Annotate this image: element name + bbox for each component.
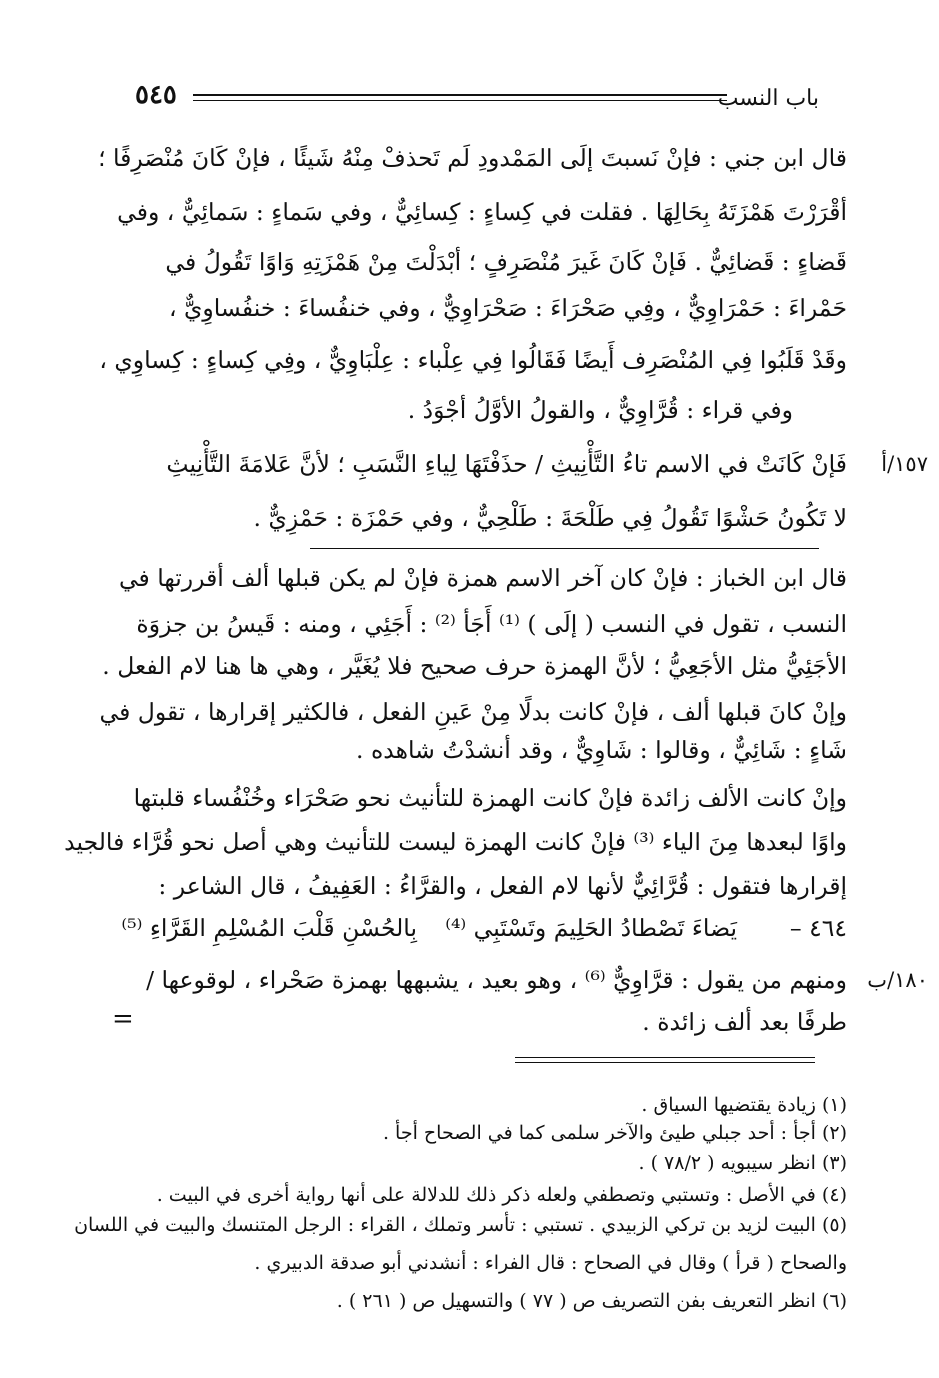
- text-line: واوًا لبعدها مِنَ الياء ⁽³⁾ فإنْ كانت الهمزة ليست للتأنيث وهي أصل نحو قُرَّاء فالجيد: [64, 828, 847, 856]
- footnote: (١) زيادة يقتضيها السياق .: [641, 1094, 847, 1116]
- footnote: والصحاح ( قرأ ) وقال في الصحاح : قال الفراء : أنشدني أبو صدقة الدبيري .: [254, 1252, 847, 1274]
- verse-first-hemistich: يَضاءَ تَصْطادُ الحَلِيمَ وتَسْتَبِي ⁽⁴⁾: [445, 914, 737, 942]
- text-line: الأجَئِيُّ مثل الأجَعِيُّ ؛ لأنَّ الهمزة حرف صحيح فلا يُغَيَّر ، وهي ها هنا لام الفعل .: [102, 652, 847, 680]
- running-header: [135, 80, 819, 116]
- text-line: قال ابن الخباز : فإنْ كان آخر الاسم همزة فإنْ لم يكن قبلها ألف أقررتها في: [118, 564, 847, 592]
- text-line: قَضاءٍ : قَضائِيٌّ . فَإنْ كَانَ غَيرَ مُنْصَرِفٍ ؛ أبْدَلْتَ مِنْ هَمْزَتِهِ وَاوًا تَقُولُ في: [165, 248, 847, 276]
- text-line: وفي قراء : قُرَّاوِيٌّ ، والقولُ الأوَّلُ أجْوَدُ .: [407, 396, 793, 424]
- text-line: فَإنْ كَانَتْ في الاسم تاءُ التَّأْنِيثِ / حذَفْتَهَا لِياءِ النَّسَبِ ؛ لأنَّ عَلامَةَ التَّأْنِيثِ: [166, 450, 847, 478]
- verse-number: ٤٦٤ –: [789, 914, 847, 942]
- text-line: قال ابن جني : فإنْ نَسبتَ إلَى المَمْدودِ لَم تَحذفْ مِنْهُ شَيئًا ، فإنْ كَانَ مُنْصَرِفًا ؛: [98, 144, 847, 172]
- text-line: وإنْ كانَ قبلها ألف ، فإنْ كانت بدلًا مِنْ عَينِ الفعل ، فالكثير إقرارها ، تقول في: [99, 698, 847, 726]
- footnote: (٢) أجأ : أحد جبلي طيئ والآخر سلمى كما في الصحاح أجأ .: [382, 1122, 847, 1144]
- folio-margin-note: ١٨٠/ب: [867, 968, 928, 992]
- text-line: حَمْراءَ : حَمْرَاوِيٌّ ، وفِي صَحْرَاءَ : صَحْرَاوِيٌّ ، وفي خنفُساءَ : خنفُساوِيٌّ ،: [168, 294, 847, 322]
- poetry-verse: [121, 910, 847, 946]
- footnote: (٤) في الأصل : وتستبي وتصطفي ولعله ذكر ذلك للدلالة على أنها رواية أخرى في البيت .: [156, 1184, 847, 1206]
- text-line: ومنهم من يقول : قرَّاوِيٌّ ⁽⁶⁾ ، وهو بعيد ، يشبهها بهمزة صَحْراء ، لوقوعها /: [146, 966, 847, 994]
- text-line: وإنْ كانت الألف زائدة فإنْ كانت الهمزة للتأنيث نحو صَحْرَاء وخُنْفُساء قلبتها: [133, 784, 847, 812]
- header-rule: [193, 94, 727, 101]
- verse-second-hemistich: بِالحُسْنِ قَلْبَ المُسْلِمِ القَرَّاءِ ⁽⁵⁾: [121, 914, 417, 942]
- text-line: لا تَكُونُ حَشْوًا تَقُولُ فِي طَلْحَةَ : طَلْحِيٌّ ، وفي حَمْزَة : حَمْزِيٌّ .: [253, 504, 847, 532]
- text-line: طرفًا بعد ألف زائدة .: [642, 1008, 847, 1036]
- continuation-mark: =: [112, 1004, 134, 1034]
- folio-margin-note: ١٥٧/أ: [881, 452, 928, 476]
- footnote-separator: [515, 1057, 815, 1063]
- text-line: وقَدْ قَلَبُوا فِي المُنْصَرِف أَيضًا فَقَالُوا فِي عِلْباء : عِلْبَاوِيٌّ ، وفِي كِساءٍ : كِساوِي ،: [99, 346, 847, 374]
- text-line: النسب ، تقول في النسب ( إلَى ) ⁽¹⁾ أَجَأ ⁽²⁾ : أَجَئِي ، ومنه : قَيسُ بن جزوَة: [136, 610, 847, 638]
- chapter-title: باب النسب: [717, 86, 819, 111]
- text-line: إقرارها فتقول : قُرَّائِيٌّ لأنها لام الفعل ، والقرَّاءُ : العَفِيفُ ، قال الشاعر :: [158, 872, 847, 900]
- footnote: (٣) انظر سيبويه ( ٧٨/٢ ) .: [638, 1152, 847, 1174]
- text-line: شَاءٍ : شَائِيٌّ ، وقالوا : شَاوِيٌّ ، وقد أنشدْتُ شاهده .: [356, 736, 847, 764]
- footnote: (٥) البيت لزيد بن تركي الزبيدي . تستبي : تأسر وتملك ، القراء : الرجل المتنسك والبيت في اللسان: [74, 1214, 847, 1236]
- section-divider: [310, 548, 819, 549]
- footnote: (٦) انظر التعريف بفن التصريف ص ( ٧٧ ) والتسهيل ص ( ٢٦١ ) .: [336, 1290, 847, 1312]
- text-line: أقْرَرْتَ هَمْزَتَهُ بِحَالِهَا . فقلت في كِساءٍ : كِسائِيٌّ ، وفي سَماءٍ : سَمائِيٌّ ، وفي: [117, 198, 847, 226]
- page-number: ٥٤٥: [135, 80, 177, 110]
